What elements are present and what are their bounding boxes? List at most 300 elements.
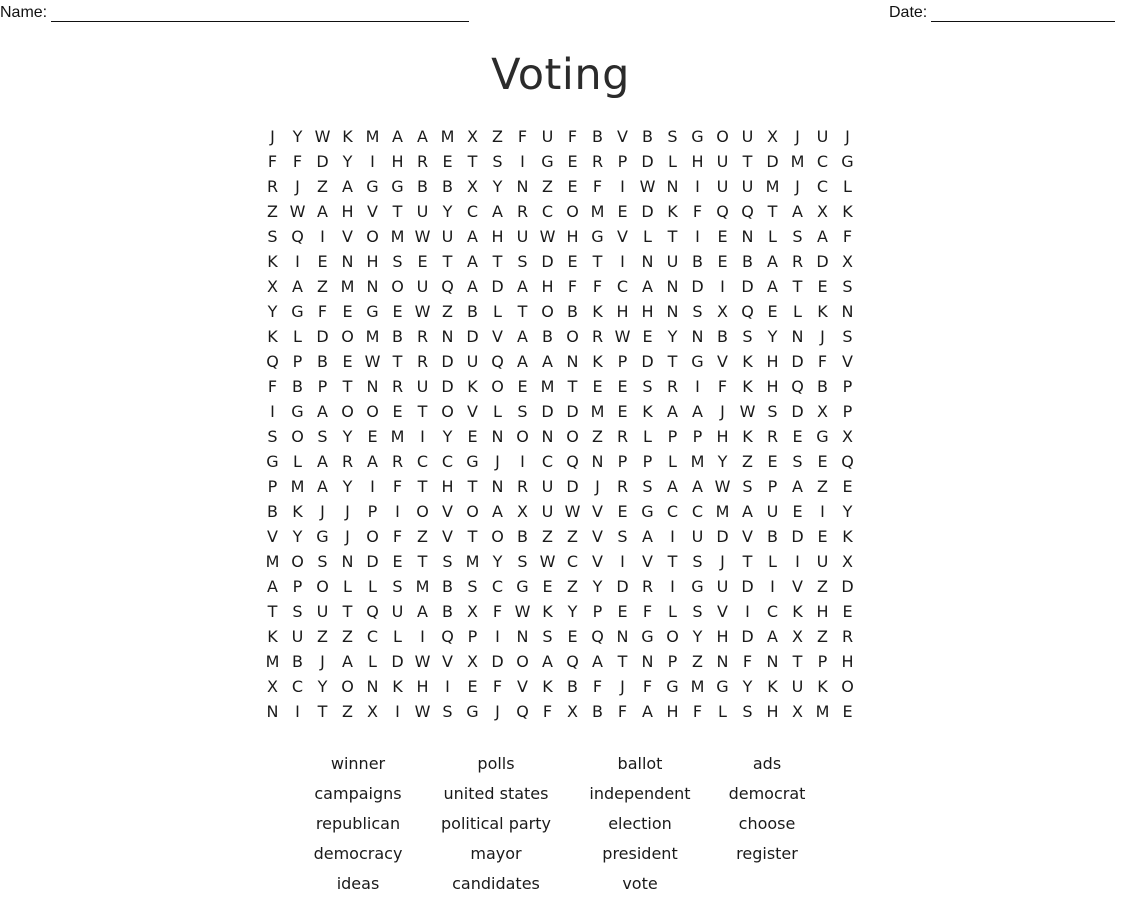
grid-letter[interactable]: Z (692, 652, 703, 671)
grid-letter[interactable]: F (292, 152, 303, 171)
grid-letter[interactable]: M (815, 702, 830, 721)
grid-letter[interactable]: Q (441, 277, 454, 296)
grid-letter[interactable]: Z (817, 577, 828, 596)
grid-letter[interactable]: S (767, 402, 778, 421)
grid-letter[interactable]: S (292, 602, 303, 621)
grid-letter[interactable]: W (514, 602, 531, 621)
grid-letter[interactable]: M (590, 402, 605, 421)
grid-letter[interactable]: W (539, 227, 556, 246)
grid-letter[interactable]: V (517, 677, 528, 696)
grid-letter[interactable]: L (668, 452, 677, 471)
grid-letter[interactable]: C (491, 577, 504, 596)
grid-letter[interactable]: P (642, 452, 653, 471)
grid-letter[interactable]: F (692, 202, 703, 221)
grid-letter[interactable]: H (691, 152, 704, 171)
grid-letter[interactable]: T (267, 602, 278, 621)
grid-letter[interactable]: B (767, 527, 778, 546)
grid-letter[interactable]: Y (842, 502, 853, 521)
grid-letter[interactable]: I (295, 702, 300, 721)
grid-letter[interactable]: E (417, 252, 428, 271)
grid-letter[interactable]: K (467, 377, 478, 396)
grid-letter[interactable]: R (391, 452, 404, 471)
grid-letter[interactable]: H (816, 602, 829, 621)
grid-letter[interactable]: N (666, 302, 679, 321)
grid-letter[interactable]: L (768, 227, 777, 246)
grid-letter[interactable]: K (292, 502, 303, 521)
grid-letter[interactable]: K (267, 252, 278, 271)
grid-letter[interactable]: Z (817, 477, 828, 496)
grid-letter[interactable]: Y (692, 627, 703, 646)
grid-letter[interactable]: N (666, 177, 679, 196)
grid-letter[interactable]: E (792, 427, 803, 446)
grid-letter[interactable]: F (542, 702, 553, 721)
grid-letter[interactable]: E (342, 352, 353, 371)
grid-letter[interactable]: Q (366, 602, 379, 621)
grid-letter[interactable]: Y (342, 152, 353, 171)
grid-letter[interactable]: F (492, 677, 503, 696)
grid-letter[interactable]: Q (716, 202, 729, 221)
grid-letter[interactable]: H (716, 427, 729, 446)
grid-letter[interactable]: N (766, 652, 779, 671)
grid-letter[interactable]: T (517, 302, 528, 321)
grid-letter[interactable]: B (642, 127, 653, 146)
grid-letter[interactable]: X (817, 402, 828, 421)
grid-letter[interactable]: S (467, 577, 478, 596)
grid-letter[interactable]: E (617, 202, 628, 221)
grid-letter[interactable]: J (720, 552, 725, 571)
grid-letter[interactable]: K (392, 677, 403, 696)
grid-letter[interactable]: V (367, 202, 378, 221)
grid-letter[interactable]: S (667, 127, 678, 146)
grid-letter[interactable]: F (567, 127, 578, 146)
grid-letter[interactable]: L (493, 302, 502, 321)
grid-letter[interactable]: X (267, 277, 278, 296)
grid-letter[interactable]: A (592, 652, 603, 671)
grid-letter[interactable]: E (642, 327, 653, 346)
grid-letter[interactable]: Y (292, 127, 303, 146)
grid-letter[interactable]: M (390, 227, 405, 246)
grid-letter[interactable]: F (567, 277, 578, 296)
grid-letter[interactable]: P (292, 577, 303, 596)
grid-letter[interactable]: G (541, 152, 554, 171)
grid-letter[interactable]: R (591, 327, 604, 346)
grid-letter[interactable]: U (741, 127, 754, 146)
grid-letter[interactable]: M (765, 177, 780, 196)
grid-letter[interactable]: F (267, 152, 278, 171)
grid-letter[interactable]: I (745, 602, 750, 621)
grid-letter[interactable]: S (517, 402, 528, 421)
grid-letter[interactable]: J (320, 502, 325, 521)
grid-letter[interactable]: Y (442, 427, 453, 446)
grid-letter[interactable]: Z (742, 452, 753, 471)
grid-letter[interactable]: K (642, 402, 653, 421)
grid-letter[interactable]: X (842, 427, 853, 446)
grid-letter[interactable]: A (642, 277, 653, 296)
grid-letter[interactable]: J (845, 127, 850, 146)
grid-letter[interactable]: U (541, 477, 554, 496)
grid-letter[interactable]: Q (516, 702, 529, 721)
grid-letter[interactable]: O (566, 327, 579, 346)
grid-letter[interactable]: R (416, 152, 429, 171)
grid-letter[interactable]: N (641, 652, 654, 671)
grid-letter[interactable]: J (795, 177, 800, 196)
grid-letter[interactable]: W (414, 302, 431, 321)
grid-letter[interactable]: M (265, 652, 280, 671)
grid-letter[interactable]: E (842, 702, 853, 721)
grid-letter[interactable]: U (441, 227, 454, 246)
grid-letter[interactable]: W (739, 402, 756, 421)
grid-letter[interactable]: A (642, 527, 653, 546)
grid-letter[interactable]: G (316, 527, 329, 546)
grid-letter[interactable]: Y (767, 327, 778, 346)
grid-letter[interactable]: H (641, 302, 654, 321)
grid-letter[interactable]: M (265, 552, 280, 571)
grid-letter[interactable]: Q (566, 652, 579, 671)
grid-letter[interactable]: B (417, 177, 428, 196)
grid-letter[interactable]: W (539, 552, 556, 571)
grid-letter[interactable]: E (542, 577, 553, 596)
grid-letter[interactable]: I (320, 227, 325, 246)
grid-letter[interactable]: T (467, 527, 478, 546)
grid-letter[interactable]: P (842, 402, 853, 421)
grid-letter[interactable]: G (466, 452, 479, 471)
grid-letter[interactable]: B (292, 377, 303, 396)
grid-letter[interactable]: I (370, 477, 375, 496)
grid-letter[interactable]: F (492, 602, 503, 621)
grid-letter[interactable]: H (491, 227, 504, 246)
grid-letter[interactable]: N (516, 177, 529, 196)
grid-letter[interactable]: D (791, 527, 804, 546)
grid-letter[interactable]: F (642, 602, 653, 621)
grid-letter[interactable]: U (816, 552, 829, 571)
grid-letter[interactable]: O (666, 627, 679, 646)
grid-letter[interactable]: L (493, 402, 502, 421)
grid-letter[interactable]: D (466, 327, 479, 346)
grid-letter[interactable]: T (392, 352, 403, 371)
grid-letter[interactable]: P (317, 377, 328, 396)
grid-letter[interactable]: Q (566, 452, 579, 471)
grid-letter[interactable]: S (442, 702, 453, 721)
grid-letter[interactable]: C (666, 502, 679, 521)
grid-letter[interactable]: U (716, 577, 729, 596)
grid-letter[interactable]: D (841, 577, 854, 596)
grid-letter[interactable]: A (417, 127, 428, 146)
grid-letter[interactable]: N (666, 277, 679, 296)
grid-letter[interactable]: A (517, 352, 528, 371)
grid-letter[interactable]: X (842, 552, 853, 571)
grid-letter[interactable]: I (295, 252, 300, 271)
grid-letter[interactable]: B (567, 677, 578, 696)
grid-letter[interactable]: I (670, 527, 675, 546)
grid-letter[interactable]: S (842, 327, 853, 346)
grid-letter[interactable]: K (842, 527, 853, 546)
grid-letter[interactable]: L (293, 327, 302, 346)
grid-letter[interactable]: A (767, 627, 778, 646)
grid-letter[interactable]: G (691, 127, 704, 146)
grid-letter[interactable]: K (842, 202, 853, 221)
grid-letter[interactable]: L (368, 652, 377, 671)
grid-letter[interactable]: K (742, 377, 753, 396)
grid-letter[interactable]: P (692, 427, 703, 446)
grid-letter[interactable]: D (741, 277, 754, 296)
grid-letter[interactable]: S (842, 277, 853, 296)
grid-letter[interactable]: Y (592, 577, 603, 596)
grid-letter[interactable]: H (716, 627, 729, 646)
grid-letter[interactable]: U (691, 527, 704, 546)
grid-letter[interactable]: C (441, 452, 454, 471)
grid-letter[interactable]: D (616, 577, 629, 596)
grid-letter[interactable]: Y (317, 677, 328, 696)
grid-letter[interactable]: J (595, 477, 600, 496)
grid-letter[interactable]: F (267, 377, 278, 396)
grid-letter[interactable]: D (316, 327, 329, 346)
grid-letter[interactable]: D (441, 377, 454, 396)
grid-letter[interactable]: X (817, 202, 828, 221)
grid-letter[interactable]: I (520, 452, 525, 471)
grid-letter[interactable]: O (841, 677, 854, 696)
grid-letter[interactable]: N (591, 452, 604, 471)
grid-letter[interactable]: X (717, 302, 728, 321)
grid-letter[interactable]: A (317, 402, 328, 421)
grid-letter[interactable]: S (642, 477, 653, 496)
grid-letter[interactable]: A (467, 227, 478, 246)
grid-letter[interactable]: K (817, 677, 828, 696)
grid-letter[interactable]: R (616, 427, 629, 446)
grid-letter[interactable]: S (267, 227, 278, 246)
grid-letter[interactable]: V (617, 127, 628, 146)
grid-letter[interactable]: A (667, 402, 678, 421)
grid-letter[interactable]: G (691, 577, 704, 596)
grid-letter[interactable]: N (716, 652, 729, 671)
grid-letter[interactable]: K (592, 302, 603, 321)
grid-letter[interactable]: T (467, 152, 478, 171)
grid-letter[interactable]: W (364, 352, 381, 371)
grid-letter[interactable]: F (817, 352, 828, 371)
grid-letter[interactable]: O (366, 402, 379, 421)
grid-letter[interactable]: G (691, 352, 704, 371)
grid-letter[interactable]: E (717, 227, 728, 246)
grid-letter[interactable]: N (516, 627, 529, 646)
grid-letter[interactable]: M (590, 202, 605, 221)
grid-letter[interactable]: I (695, 177, 700, 196)
grid-letter[interactable]: T (592, 252, 603, 271)
grid-letter[interactable]: Y (292, 527, 303, 546)
grid-letter[interactable]: E (567, 177, 578, 196)
grid-letter[interactable]: J (495, 702, 500, 721)
grid-letter[interactable]: O (566, 427, 579, 446)
grid-letter[interactable]: M (465, 552, 480, 571)
grid-letter[interactable]: X (467, 177, 478, 196)
grid-letter[interactable]: I (795, 552, 800, 571)
grid-letter[interactable]: F (592, 177, 603, 196)
grid-letter[interactable]: Q (841, 452, 854, 471)
grid-letter[interactable]: W (414, 652, 431, 671)
grid-letter[interactable]: E (567, 252, 578, 271)
grid-letter[interactable]: N (616, 627, 629, 646)
grid-letter[interactable]: A (317, 477, 328, 496)
grid-letter[interactable]: O (366, 227, 379, 246)
grid-letter[interactable]: D (741, 577, 754, 596)
grid-letter[interactable]: D (716, 527, 729, 546)
grid-letter[interactable]: T (342, 377, 353, 396)
grid-letter[interactable]: E (392, 302, 403, 321)
grid-letter[interactable]: W (564, 502, 581, 521)
grid-letter[interactable]: A (767, 252, 778, 271)
grid-letter[interactable]: J (820, 327, 825, 346)
grid-letter[interactable]: B (442, 177, 453, 196)
grid-letter[interactable]: W (414, 227, 431, 246)
grid-letter[interactable]: W (289, 202, 306, 221)
grid-letter[interactable]: A (692, 402, 703, 421)
grid-letter[interactable]: K (267, 627, 278, 646)
grid-letter[interactable]: A (342, 652, 353, 671)
grid-letter[interactable]: R (791, 252, 804, 271)
grid-letter[interactable]: Q (741, 202, 754, 221)
grid-letter[interactable]: B (292, 652, 303, 671)
grid-letter[interactable]: P (667, 652, 678, 671)
grid-letter[interactable]: Q (741, 302, 754, 321)
grid-letter[interactable]: R (616, 477, 629, 496)
grid-letter[interactable]: U (741, 177, 754, 196)
grid-letter[interactable]: V (792, 577, 803, 596)
grid-letter[interactable]: O (291, 427, 304, 446)
grid-letter[interactable]: D (741, 627, 754, 646)
grid-letter[interactable]: B (267, 502, 278, 521)
grid-letter[interactable]: M (690, 452, 705, 471)
grid-letter[interactable]: O (341, 402, 354, 421)
grid-letter[interactable]: O (516, 652, 529, 671)
grid-letter[interactable]: W (639, 177, 656, 196)
grid-letter[interactable]: Q (491, 352, 504, 371)
grid-letter[interactable]: K (767, 677, 778, 696)
grid-letter[interactable]: L (668, 152, 677, 171)
grid-letter[interactable]: S (542, 627, 553, 646)
grid-letter[interactable]: C (366, 627, 379, 646)
grid-letter[interactable]: S (792, 452, 803, 471)
grid-letter[interactable]: E (467, 677, 478, 696)
grid-letter[interactable]: X (467, 602, 478, 621)
grid-letter[interactable]: R (416, 352, 429, 371)
grid-letter[interactable]: E (767, 302, 778, 321)
grid-letter[interactable]: P (617, 352, 628, 371)
grid-letter[interactable]: K (267, 327, 278, 346)
grid-letter[interactable]: H (541, 277, 554, 296)
grid-letter[interactable]: E (592, 377, 603, 396)
grid-letter[interactable]: S (792, 227, 803, 246)
grid-letter[interactable]: O (566, 202, 579, 221)
grid-letter[interactable]: D (791, 352, 804, 371)
grid-letter[interactable]: Y (492, 552, 503, 571)
grid-letter[interactable]: S (692, 552, 703, 571)
grid-letter[interactable]: T (767, 202, 778, 221)
grid-letter[interactable]: X (367, 702, 378, 721)
grid-letter[interactable]: P (467, 627, 478, 646)
grid-letter[interactable]: N (366, 277, 379, 296)
grid-letter[interactable]: R (641, 577, 654, 596)
grid-letter[interactable]: K (742, 427, 753, 446)
grid-letter[interactable]: G (266, 452, 279, 471)
grid-letter[interactable]: U (291, 627, 304, 646)
grid-letter[interactable]: B (742, 252, 753, 271)
grid-letter[interactable]: O (416, 502, 429, 521)
grid-letter[interactable]: O (316, 577, 329, 596)
grid-letter[interactable]: A (742, 502, 753, 521)
grid-letter[interactable]: I (720, 277, 725, 296)
grid-letter[interactable]: S (392, 252, 403, 271)
grid-letter[interactable]: P (592, 602, 603, 621)
grid-letter[interactable]: B (442, 602, 453, 621)
grid-letter[interactable]: C (816, 177, 829, 196)
grid-letter[interactable]: M (715, 502, 730, 521)
grid-letter[interactable]: J (295, 177, 300, 196)
grid-letter[interactable]: X (792, 702, 803, 721)
grid-letter[interactable]: T (792, 652, 803, 671)
grid-letter[interactable]: M (690, 677, 705, 696)
grid-letter[interactable]: O (466, 502, 479, 521)
grid-letter[interactable]: D (791, 402, 804, 421)
grid-letter[interactable]: A (792, 477, 803, 496)
grid-letter[interactable]: F (317, 302, 328, 321)
grid-letter[interactable]: Z (317, 277, 328, 296)
grid-letter[interactable]: Z (492, 127, 503, 146)
grid-letter[interactable]: X (792, 627, 803, 646)
grid-letter[interactable]: D (641, 202, 654, 221)
grid-letter[interactable]: O (291, 552, 304, 571)
grid-letter[interactable]: S (742, 702, 753, 721)
grid-letter[interactable]: L (718, 702, 727, 721)
grid-letter[interactable]: P (617, 452, 628, 471)
grid-letter[interactable]: R (516, 477, 529, 496)
grid-letter[interactable]: C (816, 152, 829, 171)
grid-letter[interactable]: U (316, 602, 329, 621)
grid-letter[interactable]: Z (342, 702, 353, 721)
grid-letter[interactable]: A (642, 702, 653, 721)
grid-letter[interactable]: L (643, 227, 652, 246)
grid-letter[interactable]: I (395, 702, 400, 721)
grid-letter[interactable]: G (291, 302, 304, 321)
grid-letter[interactable]: E (792, 502, 803, 521)
grid-letter[interactable]: Q (291, 227, 304, 246)
grid-letter[interactable]: H (416, 677, 429, 696)
grid-letter[interactable]: Y (667, 327, 678, 346)
grid-letter[interactable]: D (541, 252, 554, 271)
grid-letter[interactable]: V (592, 502, 603, 521)
grid-letter[interactable]: O (491, 377, 504, 396)
grid-letter[interactable]: T (742, 152, 753, 171)
grid-letter[interactable]: Q (791, 377, 804, 396)
grid-letter[interactable]: C (541, 452, 554, 471)
grid-letter[interactable]: D (391, 652, 404, 671)
grid-letter[interactable]: A (692, 477, 703, 496)
grid-letter[interactable]: B (567, 302, 578, 321)
grid-letter[interactable]: G (641, 627, 654, 646)
grid-letter[interactable]: G (716, 677, 729, 696)
name-field[interactable] (0, 4, 469, 22)
grid-letter[interactable]: C (466, 202, 479, 221)
grid-letter[interactable]: S (692, 302, 703, 321)
grid-letter[interactable]: L (343, 577, 352, 596)
grid-letter[interactable]: J (795, 127, 800, 146)
grid-letter[interactable]: V (617, 227, 628, 246)
grid-letter[interactable]: H (766, 377, 779, 396)
grid-letter[interactable]: S (392, 577, 403, 596)
grid-letter[interactable]: H (566, 227, 579, 246)
grid-letter[interactable]: G (841, 152, 854, 171)
grid-letter[interactable]: R (341, 452, 354, 471)
grid-letter[interactable]: D (566, 402, 579, 421)
grid-letter[interactable]: U (666, 252, 679, 271)
grid-letter[interactable]: C (766, 602, 779, 621)
